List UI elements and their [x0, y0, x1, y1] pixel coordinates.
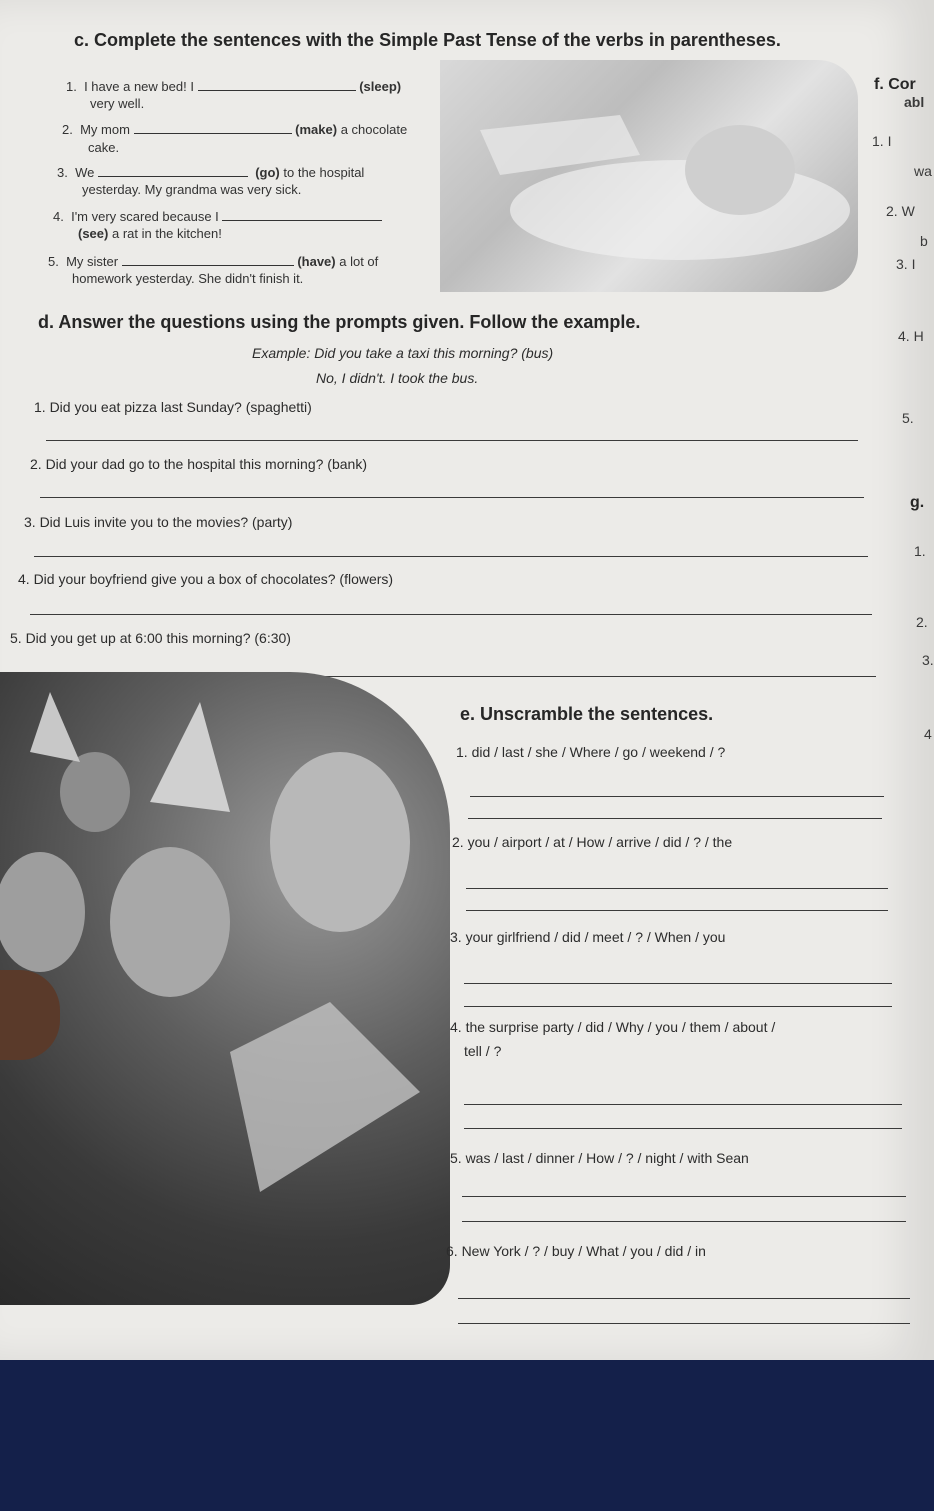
answer-line[interactable]: [462, 1221, 906, 1222]
section-e-heading: e. Unscramble the sentences.: [460, 704, 714, 724]
e-item-4-cont: tell / ?: [464, 1043, 502, 1059]
d-question-2: 2. Did your dad go to the hospital this morning? (bank): [30, 456, 367, 472]
g-item-3: 3.: [922, 652, 934, 668]
section-f-heading: f. Cor: [874, 76, 916, 93]
answer-line[interactable]: [466, 910, 888, 911]
c-item-5-cont: homework yesterday. She didn't finish it.: [72, 271, 304, 286]
g-item-1: 1.: [914, 543, 926, 559]
answer-line[interactable]: [468, 818, 882, 819]
e-item-3: 3. your girlfriend / did / meet / ? / When / you: [450, 929, 726, 945]
party-photo: [0, 672, 450, 1305]
f-item-1: 1. I: [872, 133, 892, 149]
d-question-1: 1. Did you eat pizza last Sunday? (spaghetti): [34, 399, 312, 415]
answer-line[interactable]: [464, 1006, 892, 1007]
e-item-6: 6. New York / ? / buy / What / you / did / in: [446, 1243, 706, 1259]
f-item-2-cont: b: [920, 233, 928, 249]
d-question-3: 3. Did Luis invite you to the movies? (party): [24, 514, 293, 530]
f-item-3: 3. I: [896, 256, 916, 272]
d-question-4: 4. Did your boyfriend give you a box of chocolates? (flowers): [18, 571, 394, 587]
d-example-answer: No, I didn't. I took the bus.: [316, 370, 479, 386]
f-item-1-cont: wa: [914, 163, 932, 179]
c-item-3-cont: yesterday. My grandma was very sick.: [82, 182, 302, 197]
d-example-question: Example: Did you take a taxi this morning? (bus): [252, 345, 554, 361]
f-item-4: 4. H: [898, 328, 924, 344]
g-item-2: 2.: [916, 614, 928, 630]
answer-line[interactable]: [464, 1104, 902, 1105]
f-item-2: 2. W: [886, 203, 915, 219]
e-item-1: 1. did / last / she / Where / go / weekend / ?: [456, 744, 726, 760]
e-item-5: 5. was / last / dinner / How / ? / night / with Sean: [450, 1150, 749, 1166]
section-g-heading: g.: [910, 494, 925, 511]
c-item-2-cont: cake.: [88, 140, 120, 155]
c-item-5: 5. My sister (have) a lot of: [48, 254, 379, 269]
answer-line[interactable]: [458, 1298, 910, 1299]
answer-line[interactable]: [458, 1323, 910, 1324]
answer-line[interactable]: [470, 796, 884, 797]
answer-line[interactable]: [462, 1196, 906, 1197]
c-item-1: 1. I have a new bed! I (sleep): [66, 79, 402, 94]
answer-line[interactable]: [46, 440, 858, 441]
section-d-heading: d. Answer the questions using the prompts given. Follow the example.: [38, 312, 641, 332]
c-item-2: 2. My mom (make) a chocolate: [62, 122, 408, 137]
answer-line[interactable]: [466, 888, 888, 889]
answer-line[interactable]: [40, 497, 864, 498]
e-item-4: 4. the surprise party / did / Why / you / them / about /: [450, 1019, 776, 1035]
answer-line[interactable]: [30, 614, 872, 615]
answer-line[interactable]: [34, 556, 868, 557]
c-item-1-cont: very well.: [90, 96, 145, 111]
section-c-heading: c. Complete the sentences with the Simple Past Tense of the verbs in parentheses.: [74, 30, 781, 50]
c-item-3: 3. We (go) to the hospital: [57, 165, 365, 180]
answer-line[interactable]: [464, 1128, 902, 1129]
answer-line[interactable]: [464, 983, 892, 984]
c-item-4: 4. I'm very scared because I: [53, 208, 382, 224]
c-item-4-cont: (see) a rat in the kitchen!: [78, 226, 222, 241]
section-f-sub: abl: [904, 94, 925, 110]
f-item-5: 5.: [902, 410, 914, 426]
g-item-4: 4: [924, 726, 932, 742]
d-question-5: 5. Did you get up at 6:00 this morning? (6:30): [10, 630, 291, 646]
e-item-2: 2. you / airport / at / How / arrive / did / ? / the: [452, 834, 733, 850]
sleeping-woman-photo: [440, 60, 858, 292]
